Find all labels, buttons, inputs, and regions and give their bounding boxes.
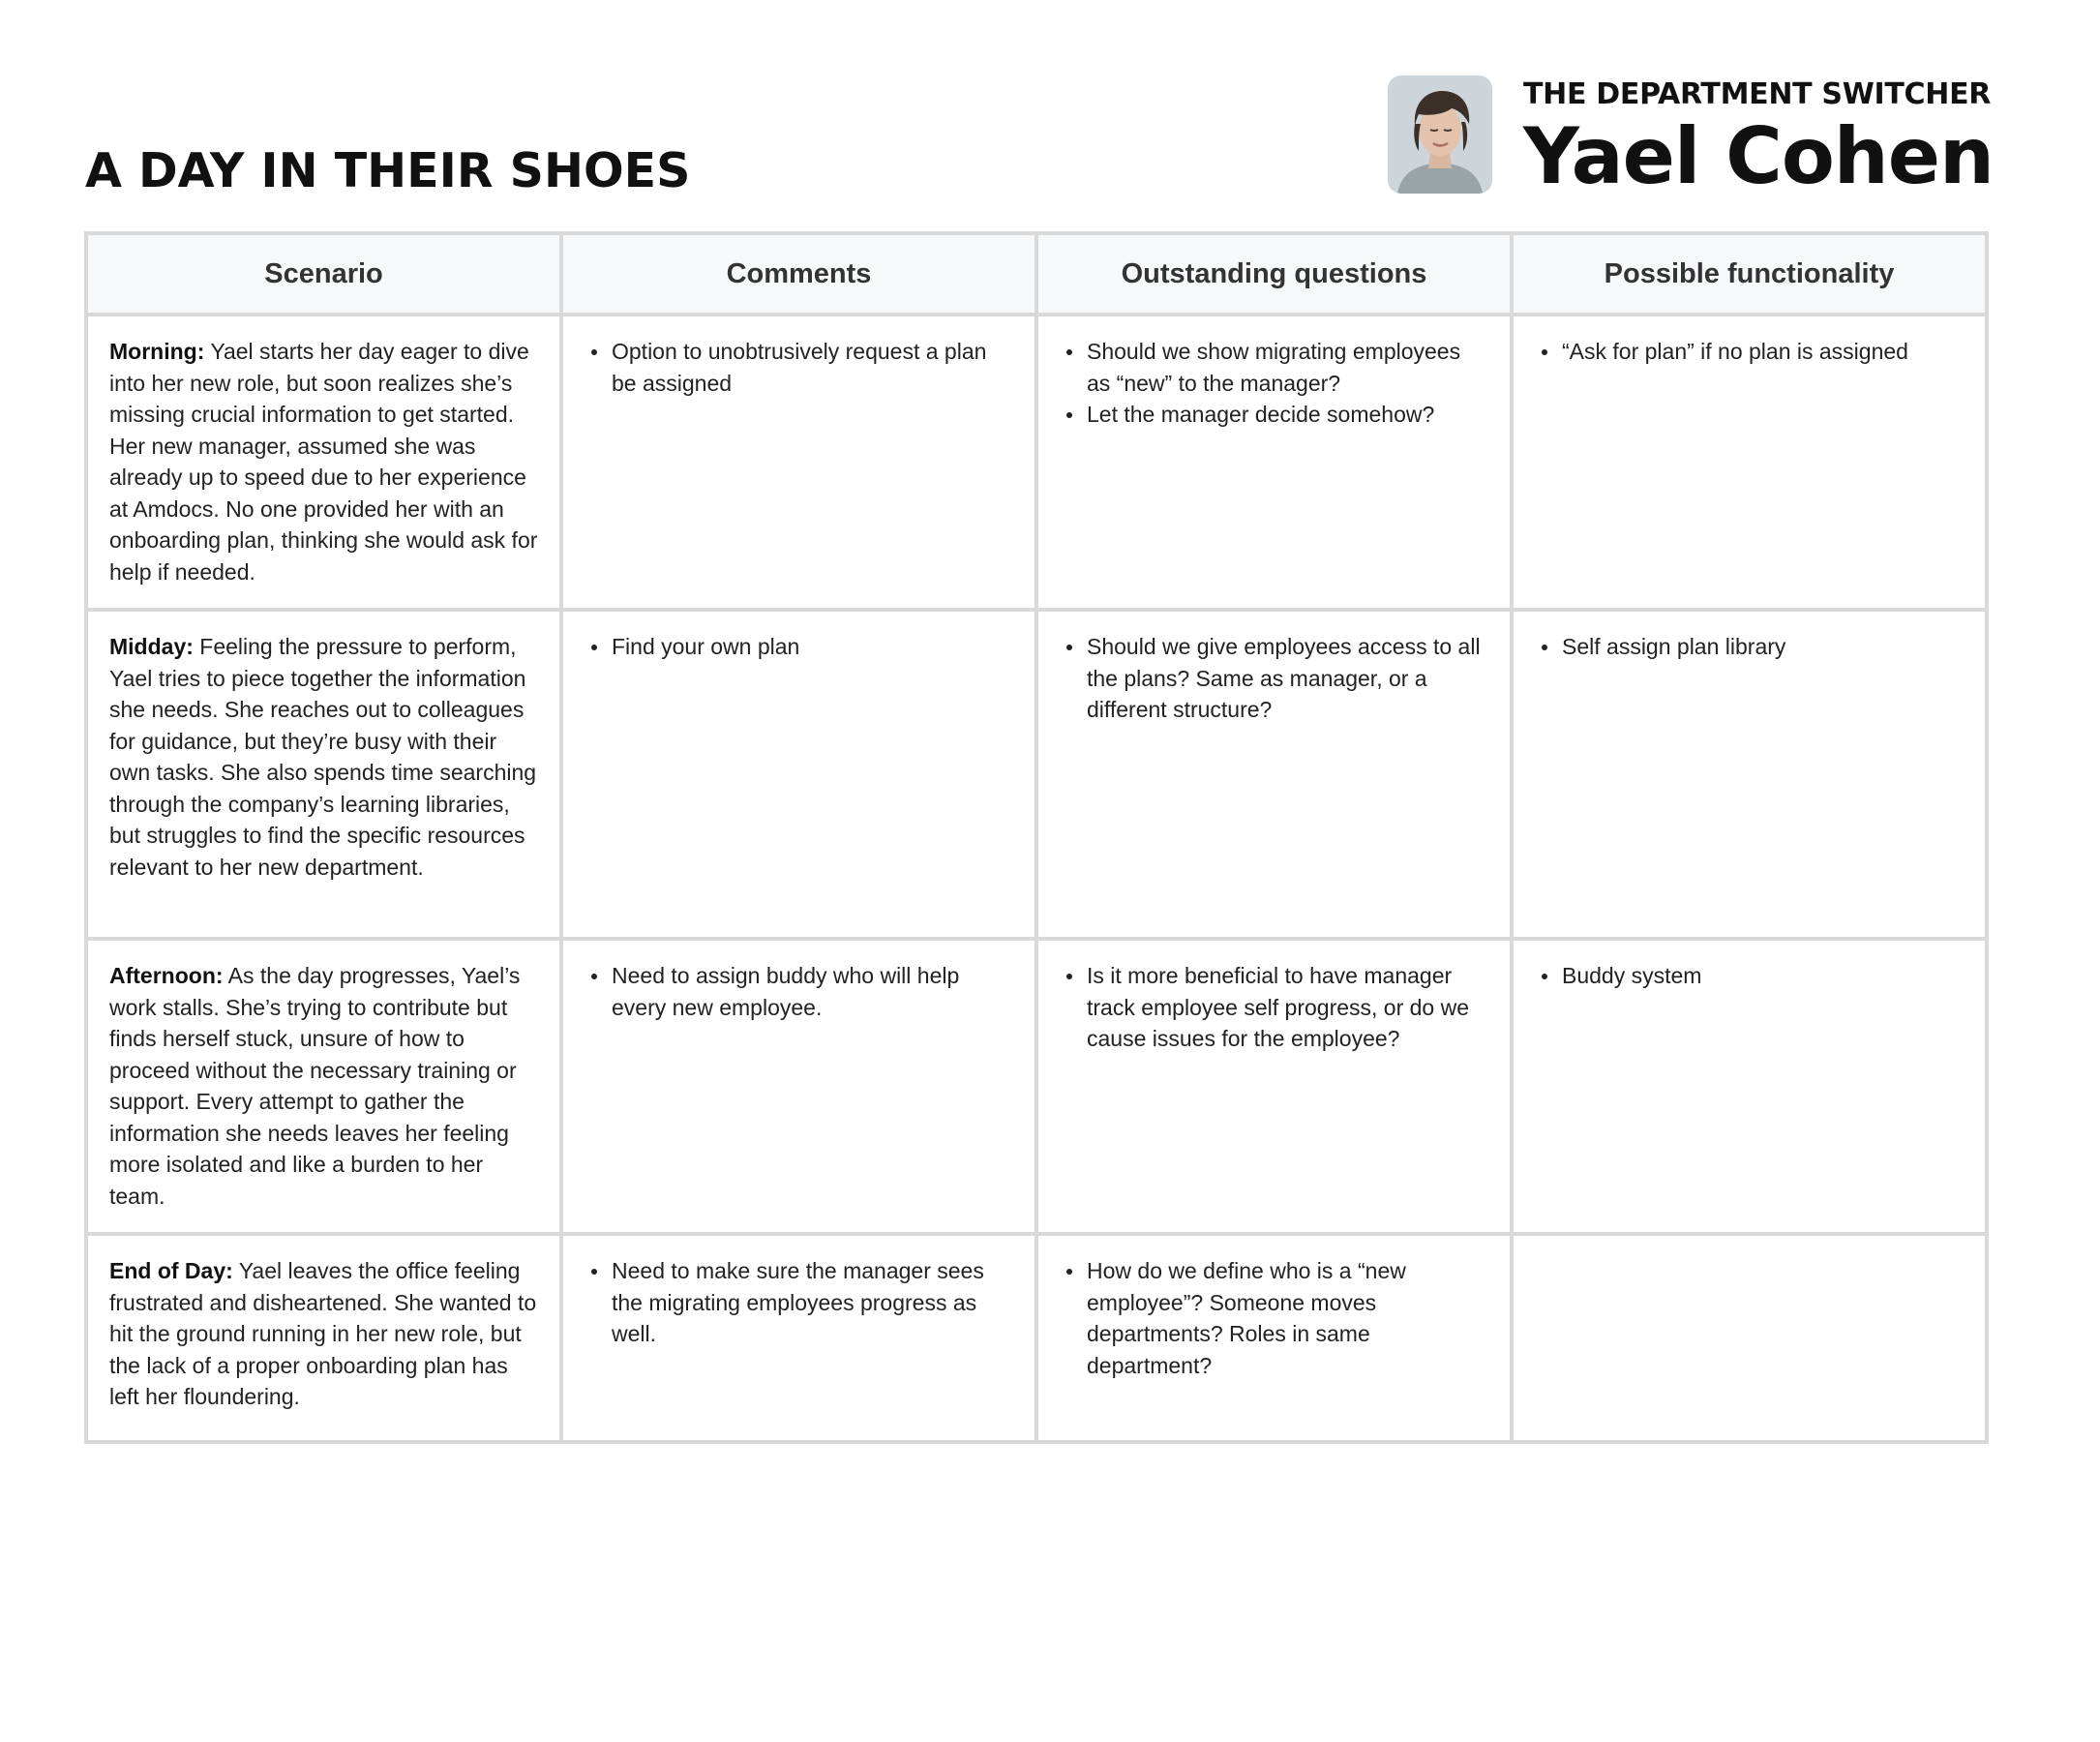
list-item: Should we give employees access to all the plans? Same as manager, or a different structure? — [1087, 631, 1488, 726]
scenario-label: Morning: — [109, 339, 205, 364]
list-item: Find your own plan — [612, 631, 1013, 663]
list-item: Option to unobtrusively request a plan be assigned — [612, 336, 1013, 399]
functionality-cell — [1512, 315, 1987, 610]
column-header-questions: Outstanding questions — [1036, 233, 1512, 315]
functionality-list — [1535, 960, 1964, 992]
table-header-row — [86, 233, 1987, 315]
questions-cell — [1036, 1234, 1512, 1442]
persona-name: Yael Cohen — [1523, 111, 1994, 201]
functionality-cell — [1512, 939, 1987, 1234]
scenario-label: Afternoon: — [109, 963, 224, 988]
questions-cell — [1036, 315, 1512, 610]
comments-list — [585, 960, 1013, 1023]
persona-header — [1388, 75, 1994, 201]
comments-list — [585, 631, 1013, 663]
questions-cell — [1036, 939, 1512, 1234]
column-header-comments: Comments — [561, 233, 1036, 315]
scenario-text: Yael leaves the office feeling frustrated and disheartened. She wanted to hit the ground running in her new role, but the lack of a proper onboarding plan has left her floundering. — [109, 1258, 537, 1409]
list-item: Self assign plan library — [1562, 631, 1964, 663]
persona-role: THE DEPARTMENT SWITCHER — [1523, 77, 1992, 111]
scenario-text: Yael starts her day eager to dive into her new role, but soon realizes she’s missing crucial information to get started. Her new manager, assumed she was already up to speed due to her experience at Amdocs. No one provided her with an onboarding plan, thinking she would ask for help if needed. — [109, 339, 538, 585]
list-item: Buddy system — [1562, 960, 1964, 992]
list-item: How do we define who is a “new employee”? Someone moves departments? Roles in same department? — [1087, 1255, 1488, 1381]
scenario-table — [84, 231, 1989, 1444]
table-row-end-of-day — [86, 1234, 1987, 1442]
comments-cell — [561, 939, 1036, 1234]
column-header-scenario: Scenario — [86, 233, 561, 315]
questions-list — [1060, 336, 1488, 431]
functionality-list — [1535, 336, 1964, 368]
scenario-label: Midday: — [109, 634, 194, 659]
scenario-cell — [86, 939, 561, 1234]
questions-cell — [1036, 610, 1512, 939]
scenario-text: As the day progresses, Yael’s work stalls. She’s trying to contribute but finds herself stuck, unsure of how to proceed without the necessary training or support. Every attempt to gather the information she needs leaves her feeling more isolated and like a burden to her team. — [109, 963, 521, 1209]
scenario-cell — [86, 315, 561, 610]
list-item: “Ask for plan” if no plan is assigned — [1562, 336, 1964, 368]
column-header-functionality: Possible functionality — [1512, 233, 1987, 315]
comments-list — [585, 336, 1013, 399]
table-row-afternoon — [86, 939, 1987, 1234]
list-item: Should we show migrating employees as “new” to the manager? — [1087, 336, 1488, 399]
scenario-text: Feeling the pressure to perform, Yael tries to piece together the information she needs. She reaches out to colleagues for guidance, but they’re busy with their own tasks. She also spends time searching through the company’s learning libraries, but struggles to find the specific resources relevant to her new department. — [109, 634, 537, 880]
list-item: Need to assign buddy who will help every new employee. — [612, 960, 1013, 1023]
list-item: Is it more beneficial to have manager track employee self progress, or do we cause issues for the employee? — [1087, 960, 1488, 1055]
table-row-morning — [86, 315, 1987, 610]
comments-cell — [561, 315, 1036, 610]
comments-cell — [561, 1234, 1036, 1442]
table-row-midday — [86, 610, 1987, 939]
comments-cell — [561, 610, 1036, 939]
functionality-cell — [1512, 1234, 1987, 1442]
scenario-cell — [86, 610, 561, 939]
functionality-list — [1535, 631, 1964, 663]
page-title: A DAY IN THEIR SHOES — [85, 143, 691, 198]
questions-list — [1060, 1255, 1488, 1381]
list-item: Let the manager decide somehow? — [1087, 399, 1488, 431]
functionality-cell — [1512, 610, 1987, 939]
questions-list — [1060, 960, 1488, 1055]
avatar — [1388, 75, 1492, 194]
comments-list — [585, 1255, 1013, 1350]
scenario-cell — [86, 1234, 561, 1442]
list-item: Need to make sure the manager sees the migrating employees progress as well. — [612, 1255, 1013, 1350]
questions-list — [1060, 631, 1488, 726]
scenario-label: End of Day: — [109, 1258, 233, 1283]
